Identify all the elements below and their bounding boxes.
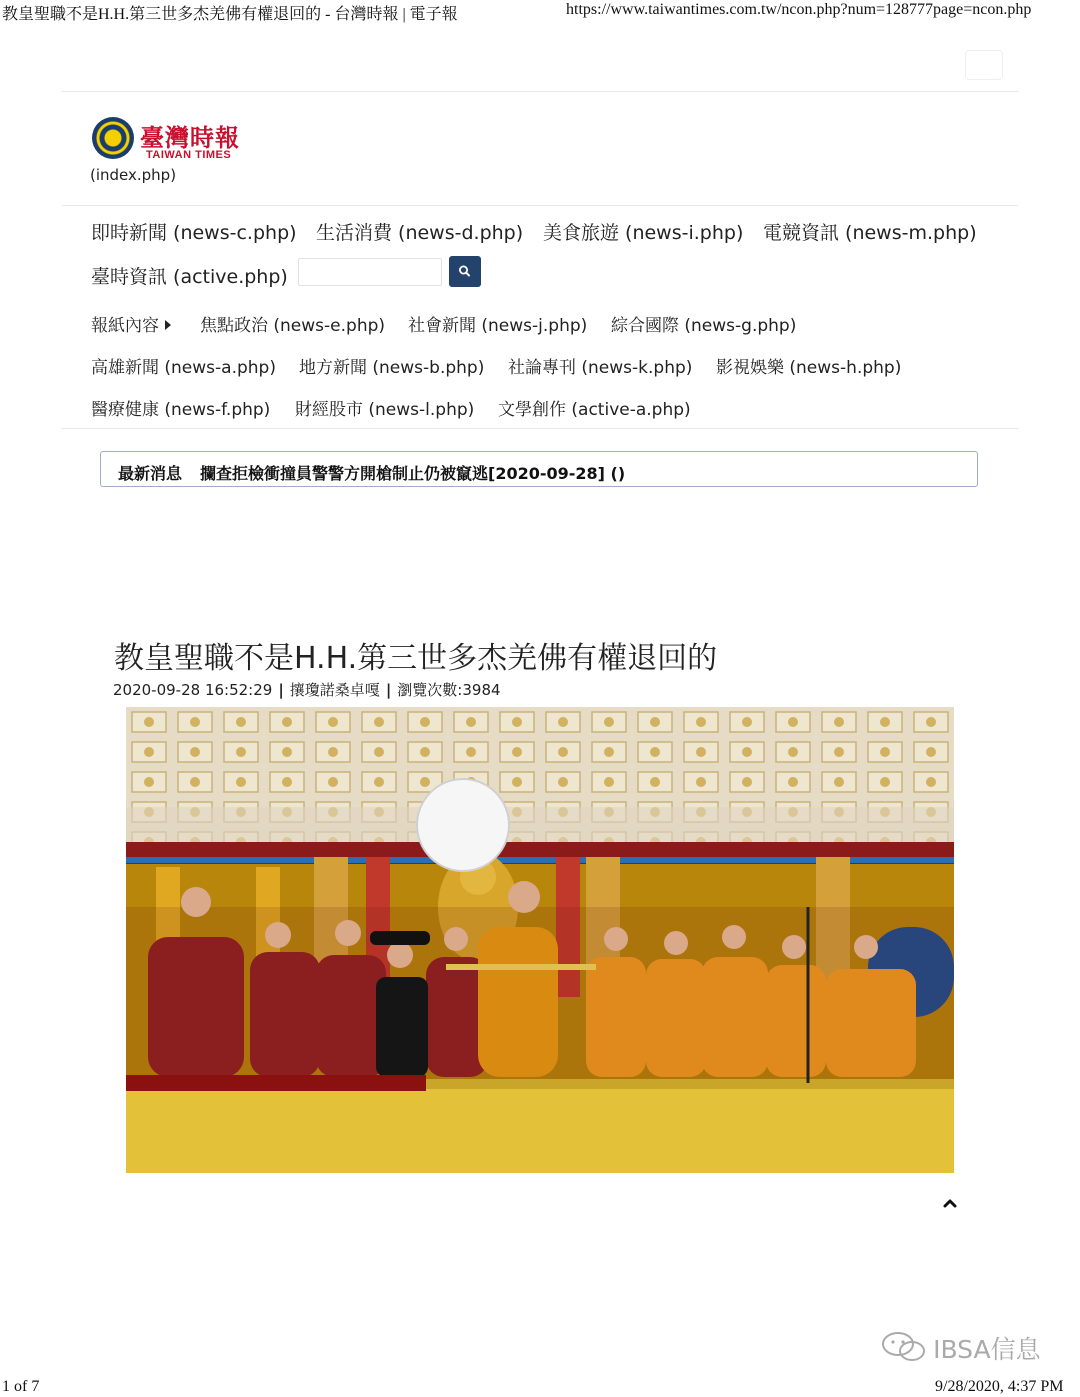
nav-item-health[interactable]: 醫療健康 (news-f.php) <box>91 400 271 420</box>
nav-item-kaohsiung[interactable]: 高雄新聞 (news-a.php) <box>91 358 276 378</box>
logo-divider <box>62 205 1018 206</box>
meta-separator: | <box>278 681 284 699</box>
search-input[interactable] <box>298 258 442 286</box>
nav-item-finance[interactable]: 財經股市 (news-l.php) <box>295 400 475 420</box>
chevron-up-icon <box>941 1196 959 1210</box>
ibsa-watermark <box>880 1330 1041 1366</box>
search-icon <box>449 256 481 287</box>
nav-item-international[interactable]: 綜合國際 (news-g.php) <box>611 316 797 336</box>
logo-link-text[interactable]: (index.php) <box>90 166 177 184</box>
caret-right-icon <box>165 320 171 330</box>
nav-item-editorial[interactable]: 社論專刊 (news-k.php) <box>508 358 693 378</box>
ticker-label: 最新消息 <box>118 464 183 483</box>
nav-item-politics[interactable]: 焦點政治 (news-e.php) <box>200 316 386 336</box>
nav-item-esports[interactable]: 電競資訊 (news-m.php) <box>763 222 977 244</box>
nav-item-society[interactable]: 社會新聞 (news-j.php) <box>408 316 588 336</box>
ceremony-photo-illustration <box>126 707 954 1173</box>
article-author: 攘瓊諾桑卓嘎 <box>289 681 380 699</box>
print-page-number: 1 of 7 <box>2 1378 40 1395</box>
ticker-headline-link[interactable]: 攔查拒檢衝撞員警警方開槍制止仍被竄逃[2020-09-28] () <box>200 464 626 483</box>
article-title: 教皇聖職不是H.H.第三世多杰羌佛有權退回的 <box>114 641 718 676</box>
article-meta <box>113 679 501 700</box>
article-views: 瀏覽次數:3984 <box>397 681 501 699</box>
meta-separator: | <box>385 681 392 699</box>
nav-item-life-consumption[interactable]: 生活消費 (news-d.php) <box>316 222 524 244</box>
logo-chinese-text[interactable]: 臺灣時報 <box>140 123 240 152</box>
watermark-text: IBSA信息 <box>933 1335 1041 1364</box>
search-button[interactable] <box>449 256 481 287</box>
back-to-top-button[interactable] <box>941 1195 959 1214</box>
header-divider <box>62 91 1018 92</box>
nav-item-newspaper-content[interactable] <box>91 311 171 336</box>
menu-toggle-button[interactable] <box>965 50 1003 80</box>
taiwan-times-emblem-icon[interactable] <box>92 117 134 159</box>
nav-item-taiwan-times-info[interactable]: 臺時資訊 (active.php) <box>91 266 288 288</box>
nav-item-literature[interactable]: 文學創作 (active-a.php) <box>498 400 691 420</box>
nav-item-instant-news[interactable]: 即時新聞 (news-c.php) <box>91 222 297 244</box>
print-page-title: 教皇聖職不是H.H.第三世多杰羌佛有權退回的 - 台灣時報 | 電子報 <box>2 6 458 23</box>
article-datetime: 2020-09-28 16:52:29 <box>113 681 273 699</box>
nav-item-entertainment[interactable]: 影視娛樂 (news-h.php) <box>716 358 902 378</box>
print-url: https://www.taiwantimes.com.tw/ncon.php?num=128777page=ncon.php <box>566 1 1032 18</box>
nav-divider <box>62 428 1018 429</box>
nav-item-newspaper-content-label: 報紙內容 <box>91 316 159 336</box>
nav-item-food-travel[interactable]: 美食旅遊 (news-i.php) <box>543 222 744 244</box>
logo-english-text[interactable]: TAIWAN TIMES <box>146 149 232 161</box>
print-datetime: 9/28/2020, 4:37 PM <box>935 1378 1064 1395</box>
article-photo <box>126 707 954 1173</box>
wechat-icon <box>880 1330 928 1364</box>
nav-item-local[interactable]: 地方新聞 (news-b.php) <box>299 358 485 378</box>
